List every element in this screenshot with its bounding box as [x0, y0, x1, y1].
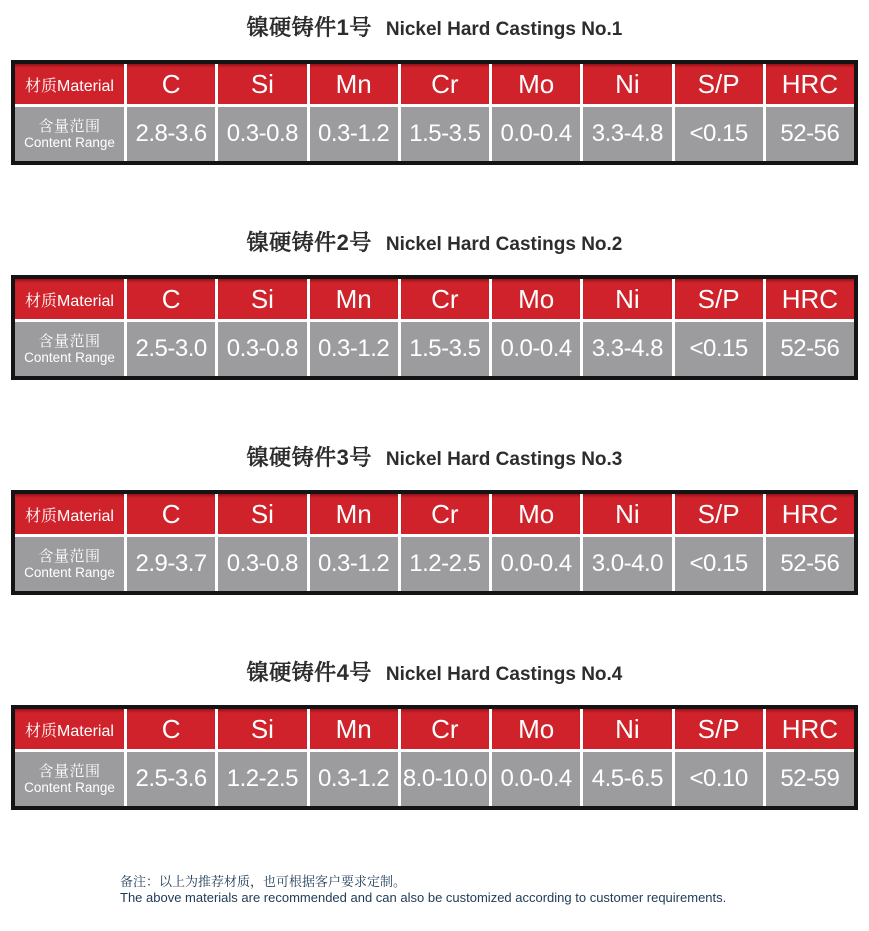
content-range-row [15, 537, 854, 591]
value-cell: 2.9-3.7 [124, 537, 215, 591]
range-label-zh: 含量范围 [38, 117, 101, 135]
range-label-en: Content Range [24, 779, 115, 795]
value-cell: 0.0-0.4 [489, 537, 580, 591]
range-label-cell [15, 107, 124, 161]
spec-table [11, 490, 858, 595]
value-cell: 2.5-3.0 [124, 322, 215, 376]
value-cell: 52-56 [763, 537, 854, 591]
value-cell: 52-56 [763, 107, 854, 161]
section-title [11, 444, 858, 475]
element-header-cell: Mn [307, 494, 398, 537]
footnote-line-en: The above materials are recommended and can also be customized according to customer requirements. [120, 889, 727, 905]
value-cell: 1.2-2.5 [398, 537, 489, 591]
value-cell: 3.3-4.8 [580, 322, 671, 376]
element-header-cell: Si [215, 64, 306, 107]
element-header-cell: Cr [398, 494, 489, 537]
value-cell: 1.5-3.5 [398, 322, 489, 376]
casting-section [11, 14, 858, 165]
casting-section [11, 229, 858, 380]
element-header-cell: Ni [580, 279, 671, 322]
range-label-zh: 含量范围 [38, 332, 101, 350]
section-title-en: Nickel Hard Castings No.2 [385, 234, 623, 255]
range-label-en: Content Range [24, 349, 115, 365]
value-cell: <0.15 [672, 107, 763, 161]
element-header-cell: Cr [398, 279, 489, 322]
value-cell: 4.5-6.5 [580, 752, 671, 806]
element-header-cell: Si [215, 494, 306, 537]
value-cell: 0.0-0.4 [489, 322, 580, 376]
value-cell: 3.3-4.8 [580, 107, 671, 161]
value-cell: <0.15 [672, 537, 763, 591]
section-title-en: Nickel Hard Castings No.4 [385, 664, 623, 685]
element-header-cell: Mn [307, 709, 398, 752]
header-row [15, 709, 854, 752]
element-header-cell: Mn [307, 279, 398, 322]
element-header-cell: C [124, 709, 215, 752]
range-label-cell [15, 322, 124, 376]
value-cell: 0.3-1.2 [307, 537, 398, 591]
value-cell: 8.0-10.0 [398, 752, 489, 806]
spec-table [11, 60, 858, 165]
section-title-en: Nickel Hard Castings No.3 [385, 449, 623, 470]
element-header-cell: S/P [672, 709, 763, 752]
header-row [15, 494, 854, 537]
element-header-cell: Ni [580, 64, 671, 107]
range-label-zh: 含量范围 [38, 547, 101, 565]
section-title [11, 229, 858, 260]
spec-table [11, 275, 858, 380]
content-range-row [15, 322, 854, 376]
value-cell: <0.10 [672, 752, 763, 806]
element-header-cell: Ni [580, 709, 671, 752]
element-header-cell: HRC [763, 279, 854, 322]
value-cell: 0.3-0.8 [215, 537, 306, 591]
element-header-cell: C [124, 279, 215, 322]
element-header-cell: C [124, 494, 215, 537]
element-header-cell: Cr [398, 709, 489, 752]
value-cell: 3.0-4.0 [580, 537, 671, 591]
material-header-cell: 材质Material [15, 494, 124, 537]
range-label-en: Content Range [24, 564, 115, 580]
value-cell: 1.5-3.5 [398, 107, 489, 161]
section-title [11, 659, 858, 690]
section-title-zh: 镍硬铸件1号 [246, 15, 372, 40]
value-cell: <0.15 [672, 322, 763, 376]
section-title-zh: 镍硬铸件3号 [246, 445, 372, 470]
section-title [11, 14, 858, 45]
element-header-cell: S/P [672, 64, 763, 107]
header-row [15, 279, 854, 322]
element-header-cell: Mo [489, 279, 580, 322]
value-cell: 2.8-3.6 [124, 107, 215, 161]
element-header-cell: Si [215, 709, 306, 752]
section-title-en: Nickel Hard Castings No.1 [385, 19, 623, 40]
element-header-cell: HRC [763, 64, 854, 107]
casting-section [11, 659, 858, 810]
element-header-cell: Ni [580, 494, 671, 537]
material-header-cell: 材质Material [15, 709, 124, 752]
content-range-row [15, 107, 854, 161]
element-header-cell: C [124, 64, 215, 107]
value-cell: 0.3-1.2 [307, 322, 398, 376]
element-header-cell: Mn [307, 64, 398, 107]
range-label-en: Content Range [24, 134, 115, 150]
value-cell: 0.3-0.8 [215, 322, 306, 376]
element-header-cell: Mo [489, 709, 580, 752]
value-cell: 52-56 [763, 322, 854, 376]
content-range-row [15, 752, 854, 806]
range-label-cell [15, 752, 124, 806]
spec-table [11, 705, 858, 810]
range-label-zh: 含量范围 [38, 762, 101, 780]
footnote [120, 874, 858, 905]
value-cell: 2.5-3.6 [124, 752, 215, 806]
element-header-cell: Mo [489, 494, 580, 537]
element-header-cell: HRC [763, 494, 854, 537]
section-title-zh: 镍硬铸件4号 [246, 660, 372, 685]
footnote-line-zh: 备注：以上为推荐材质，也可根据客户要求定制。 [120, 874, 407, 889]
element-header-cell: S/P [672, 494, 763, 537]
section-title-zh: 镍硬铸件2号 [246, 230, 372, 255]
value-cell: 52-59 [763, 752, 854, 806]
sections-container [11, 14, 858, 810]
value-cell: 0.3-1.2 [307, 107, 398, 161]
element-header-cell: S/P [672, 279, 763, 322]
material-header-cell: 材质Material [15, 279, 124, 322]
element-header-cell: Mo [489, 64, 580, 107]
value-cell: 0.0-0.4 [489, 752, 580, 806]
value-cell: 0.0-0.4 [489, 107, 580, 161]
casting-section [11, 444, 858, 595]
value-cell: 1.2-2.5 [215, 752, 306, 806]
header-row [15, 64, 854, 107]
material-header-cell: 材质Material [15, 64, 124, 107]
element-header-cell: Si [215, 279, 306, 322]
element-header-cell: Cr [398, 64, 489, 107]
value-cell: 0.3-0.8 [215, 107, 306, 161]
value-cell: 0.3-1.2 [307, 752, 398, 806]
element-header-cell: HRC [763, 709, 854, 752]
range-label-cell [15, 537, 124, 591]
